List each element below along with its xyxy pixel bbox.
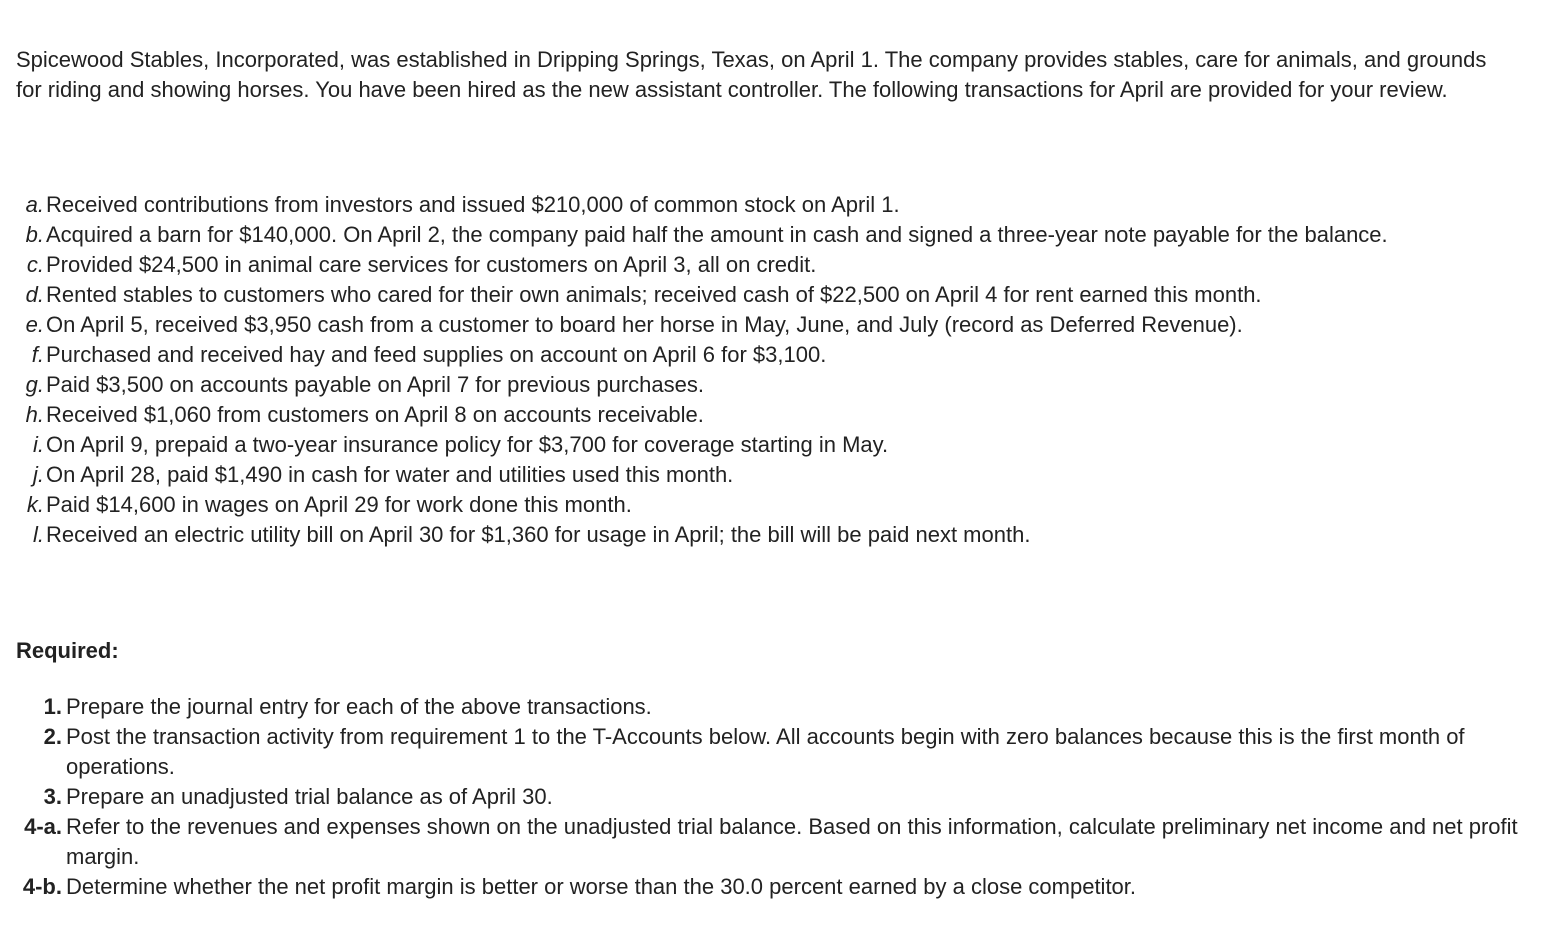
item-label: e. [25, 312, 44, 337]
item-text: Provided $24,500 in animal care services for customers on April 3, all on credit. [46, 252, 817, 277]
item-label: j. [33, 462, 44, 487]
requirement-label: 4-b. [22, 874, 62, 899]
item-label: k. [26, 492, 44, 517]
list-item [0, 340, 1520, 370]
item-text: On April 5, received $3,950 cash from a customer to board her horse in May, June, and July (record as Deferred Revenue). [46, 312, 1243, 337]
item-text: Purchased and received hay and feed supplies on account on April 6 for $3,100. [46, 342, 827, 367]
transaction-list [0, 190, 1520, 550]
requirement-label: 2. [43, 724, 62, 749]
item-text: Paid $14,600 in wages on April 29 for work done this month. [46, 492, 632, 517]
item-label: f. [31, 342, 44, 367]
item-text: Paid $3,500 on accounts payable on April 7 for previous purchases. [46, 372, 704, 397]
requirement-text: Prepare the journal entry for each of the above transactions. [66, 694, 652, 719]
list-item [0, 190, 1520, 220]
requirement-item [0, 782, 1530, 812]
list-item [0, 280, 1520, 310]
list-item [0, 370, 1520, 400]
requirement-item [0, 812, 1530, 872]
item-text: Received $1,060 from customers on April 8 on accounts receivable. [46, 402, 704, 427]
requirement-item [0, 692, 1530, 722]
requirement-label: 3. [43, 784, 62, 809]
requirement-label: 4-a. [24, 814, 62, 839]
item-label: l. [33, 522, 44, 547]
item-text: Acquired a barn for $140,000. On April 2, the company paid half the amount in cash and signed a three-year note payable for the balance. [46, 222, 1388, 247]
item-text: On April 28, paid $1,490 in cash for water and utilities used this month. [46, 462, 734, 487]
item-text: Received contributions from investors and issued $210,000 of common stock on April 1. [46, 192, 900, 217]
item-label: h. [25, 402, 44, 427]
item-label: b. [25, 222, 44, 247]
item-label: g. [25, 372, 44, 397]
item-label: a. [25, 192, 44, 217]
item-label: c. [26, 252, 44, 277]
list-item [0, 430, 1520, 460]
requirement-item [0, 872, 1530, 902]
requirement-text: Determine whether the net profit margin is better or worse than the 30.0 percent earned by a close competitor. [66, 874, 1137, 899]
list-item [0, 250, 1520, 280]
list-item [0, 490, 1520, 520]
list-item [0, 400, 1520, 430]
requirement-text: Post the transaction activity from requirement 1 to the T-Accounts below. All accounts begin with zero balances because this is the first month of operations. [66, 724, 1465, 779]
item-text: On April 9, prepaid a two-year insurance policy for $3,700 for coverage starting in May. [46, 432, 889, 457]
item-label: d. [25, 282, 44, 307]
list-item [0, 460, 1520, 490]
list-item [0, 520, 1520, 550]
requirement-text: Prepare an unadjusted trial balance as of April 30. [66, 784, 553, 809]
item-label: i. [33, 432, 44, 457]
required-heading: Required: [16, 638, 119, 663]
intro-paragraph: Spicewood Stables, Incorporated, was established in Dripping Springs, Texas, on April 1. The company provides stables, care for animals, and grounds for riding and showing horses. You have been hired as the new assistant controller. The following transactions for April are provided for your review. [16, 47, 1487, 102]
item-text: Received an electric utility bill on April 30 for $1,360 for usage in April; the bill will be paid next month. [46, 522, 1031, 547]
requirement-item [0, 722, 1530, 782]
list-item [0, 310, 1520, 340]
item-text: Rented stables to customers who cared for their own animals; received cash of $22,500 on April 4 for rent earned this month. [46, 282, 1262, 307]
requirement-label: 1. [43, 694, 62, 719]
requirements-list [0, 692, 1530, 902]
list-item [0, 220, 1520, 250]
requirement-text: Refer to the revenues and expenses shown on the unadjusted trial balance. Based on this information, calculate preliminary net income and net profit margin. [66, 814, 1518, 869]
